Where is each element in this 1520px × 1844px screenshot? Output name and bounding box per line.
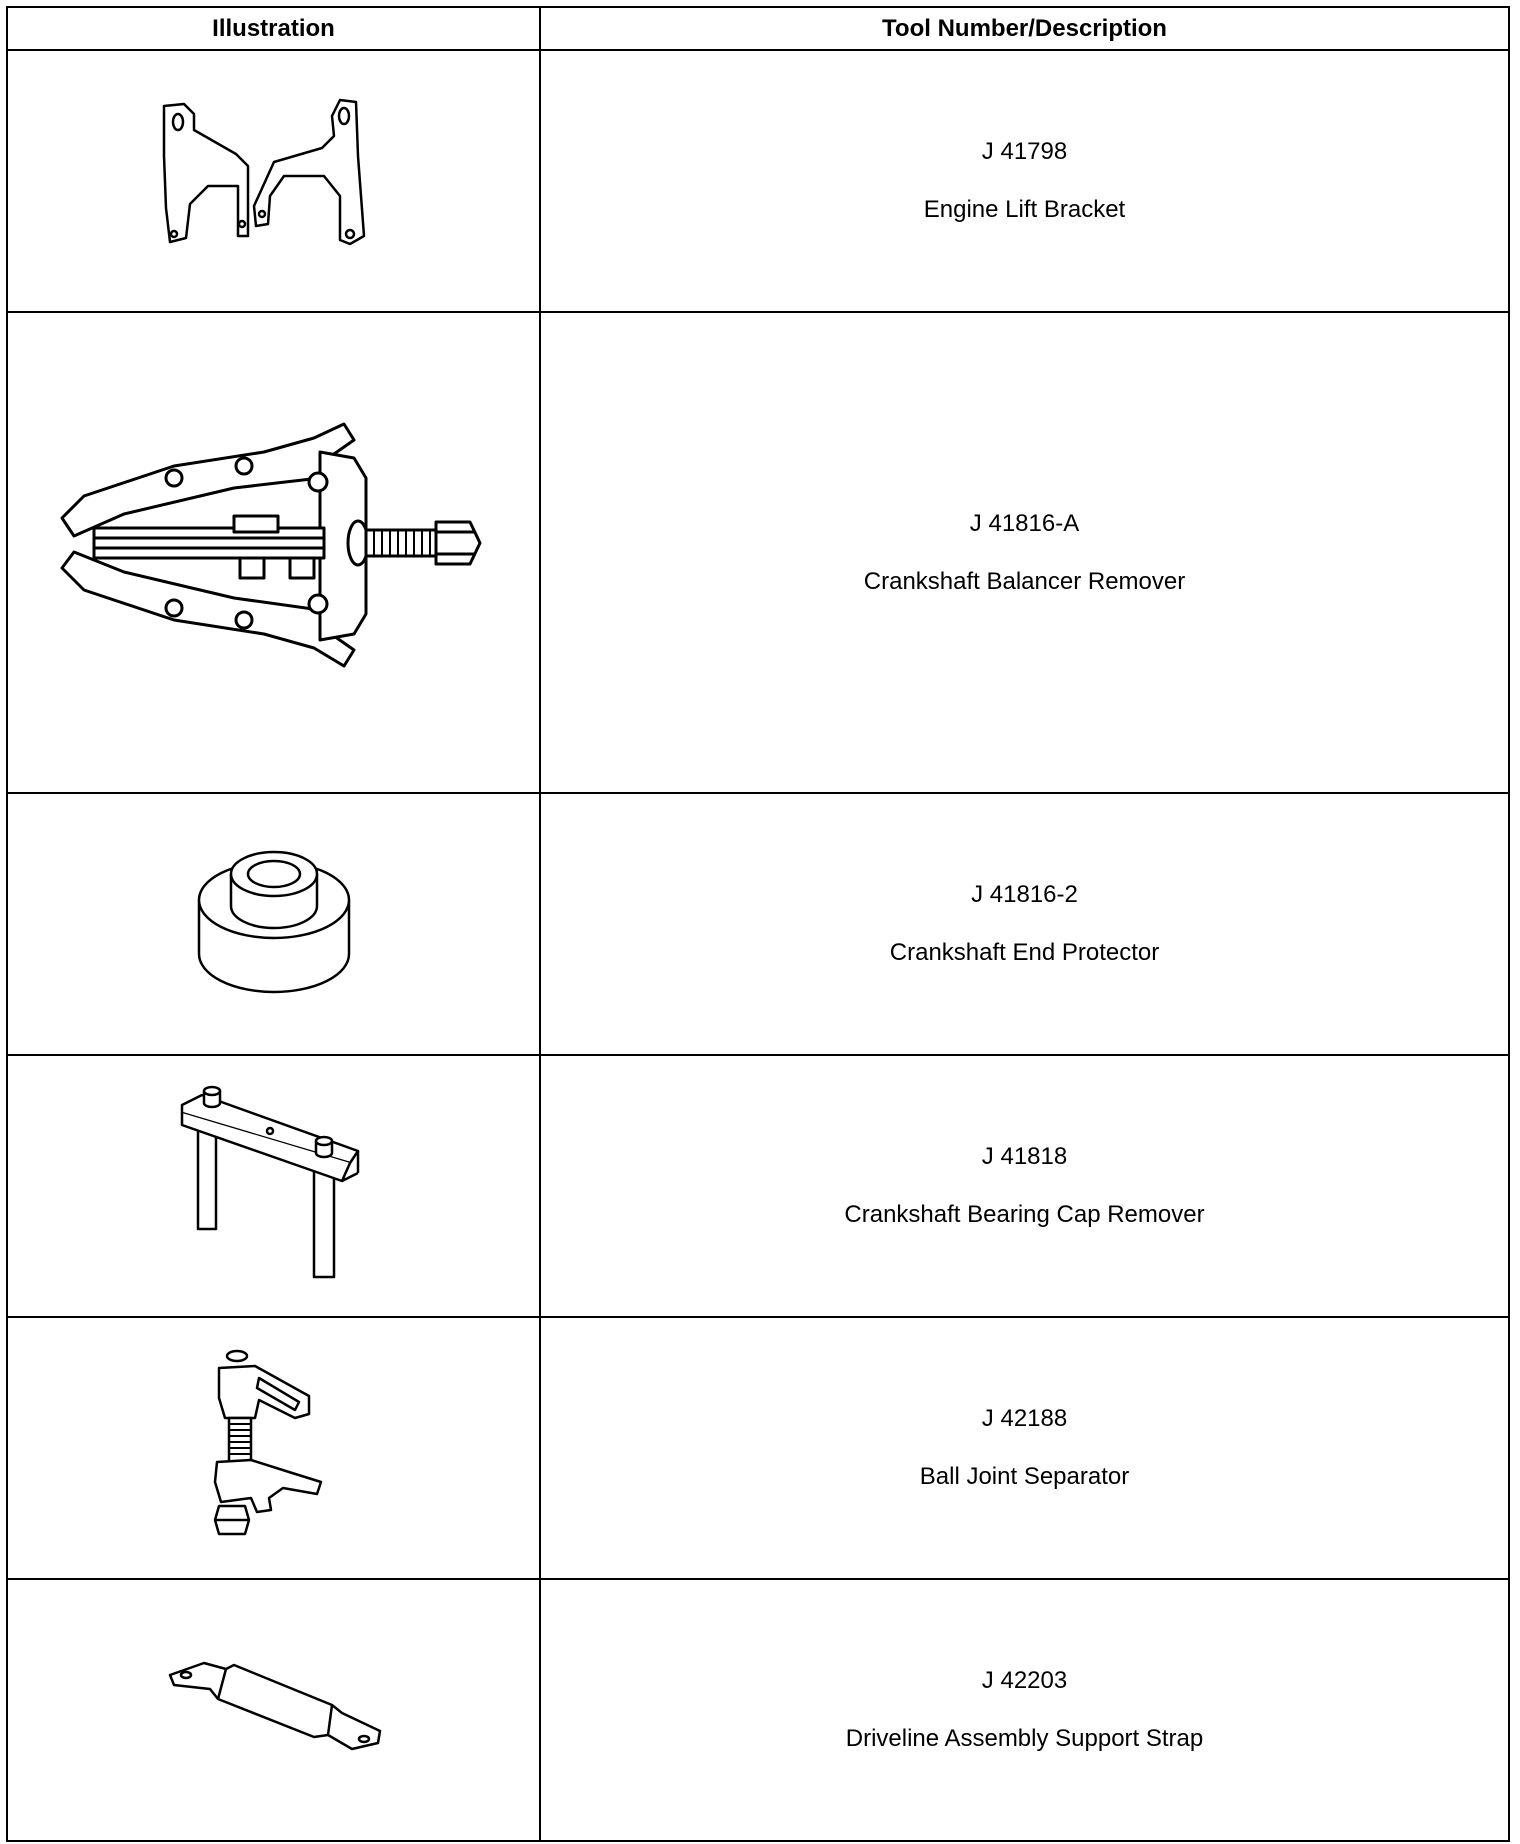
tool-number: J 41816-A bbox=[969, 509, 1080, 537]
illustration-cell bbox=[7, 1055, 540, 1317]
header-row bbox=[7, 7, 1509, 50]
special-tools-table bbox=[6, 6, 1510, 1842]
tool-description: Crankshaft Balancer Remover bbox=[863, 567, 1186, 595]
illustration-cell bbox=[7, 793, 540, 1055]
table-row bbox=[7, 1055, 1509, 1317]
tool-number: J 41816-2 bbox=[971, 881, 1078, 908]
illustration-cell bbox=[7, 312, 540, 793]
illustration-cell bbox=[7, 50, 540, 312]
description-cell bbox=[540, 1317, 1509, 1579]
description-cell bbox=[540, 1055, 1509, 1317]
end-protector-icon bbox=[189, 844, 359, 1004]
tool-number: J 42188 bbox=[981, 1405, 1068, 1432]
tool-description: Driveline Assembly Support Strap bbox=[845, 1725, 1204, 1752]
tool-description: Engine Lift Bracket bbox=[923, 196, 1126, 223]
tool-number: J 41818 bbox=[981, 1143, 1068, 1170]
table-row bbox=[7, 1579, 1509, 1841]
table-row bbox=[7, 312, 1509, 793]
balancer-remover-icon bbox=[54, 418, 494, 688]
header-illustration: Illustration bbox=[7, 7, 540, 50]
description-cell bbox=[540, 312, 1509, 793]
tool-number: J 41798 bbox=[981, 138, 1068, 165]
bearing-cap-remover-icon bbox=[174, 1081, 374, 1291]
ball-joint-separator-icon bbox=[199, 1348, 349, 1548]
description-cell bbox=[540, 50, 1509, 312]
table-row bbox=[7, 50, 1509, 312]
description-cell bbox=[540, 793, 1509, 1055]
table-row bbox=[7, 793, 1509, 1055]
description-cell bbox=[540, 1579, 1509, 1841]
header-tool-number-description: Tool Number/Description bbox=[540, 7, 1509, 50]
tool-description: Crankshaft Bearing Cap Remover bbox=[844, 1201, 1205, 1228]
tool-number: J 42203 bbox=[981, 1667, 1068, 1694]
engine-lift-bracket-icon bbox=[144, 96, 404, 266]
support-strap-icon bbox=[164, 1655, 384, 1765]
illustration-cell bbox=[7, 1317, 540, 1579]
illustration-cell bbox=[7, 1579, 540, 1841]
tool-description: Ball Joint Separator bbox=[919, 1463, 1130, 1490]
tool-description: Crankshaft End Protector bbox=[889, 939, 1160, 966]
table-row bbox=[7, 1317, 1509, 1579]
